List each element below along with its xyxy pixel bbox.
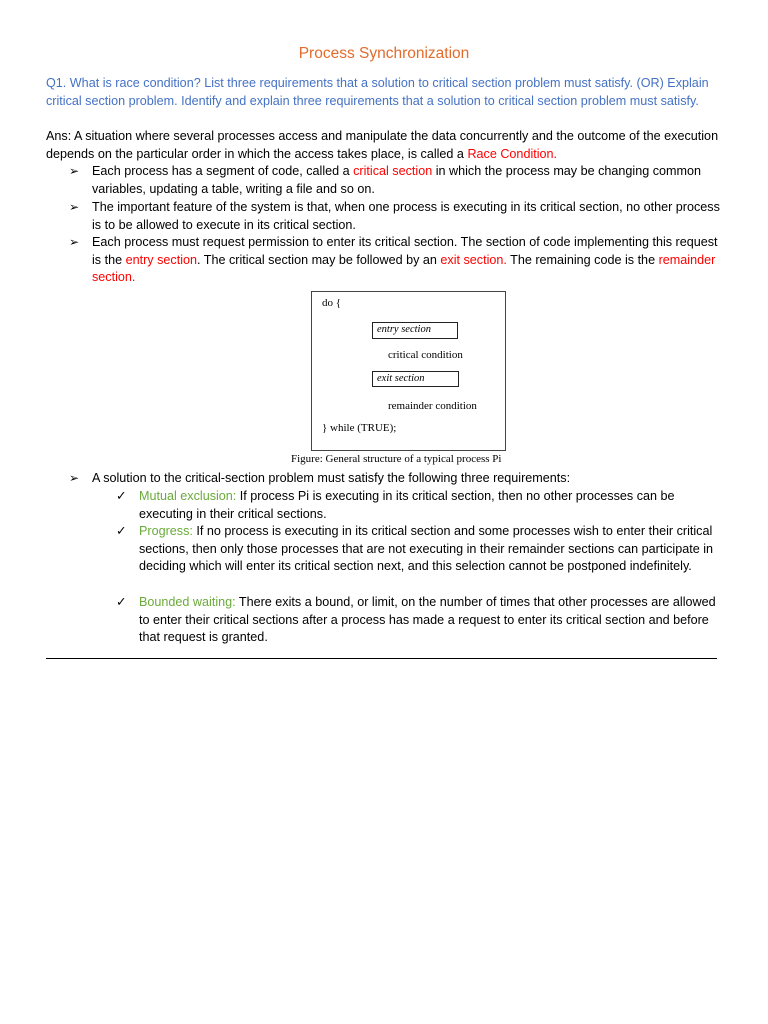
list-item: ➢ Each process must request permission to enter its critical section. The section of code implementing this request is the entry section. The critical section may be followed by an exit section. The remaining code is the remainder section. (69, 235, 718, 285)
figure-do-line: do { (322, 297, 342, 309)
arrow-bullet-icon: ➢ (69, 200, 80, 214)
page-title: Process Synchronization (298, 45, 470, 62)
race-condition-term: Race Condition. (467, 146, 558, 161)
figure-caption: Figure: General structure of a typical process Pi (291, 453, 502, 465)
arrow-bullet-icon: ➢ (69, 164, 80, 178)
requirement-mutual-exclusion: ✓ Mutual exclusion: If process Pi is executing in its critical section, then no other processes can be executing in their critical sections. (116, 489, 675, 521)
requirement-name: Progress: (139, 524, 193, 538)
section-divider (46, 658, 717, 659)
requirement-bounded-waiting: ✓ Bounded waiting: There exits a bound, or limit, on the number of times that other processes are allowed to enter their critical sections after a process has made a request to enter its critical section and before that request is granted. (116, 595, 716, 645)
process-structure-figure (311, 291, 506, 451)
requirement-progress: ✓ Progress: If no process is executing in its critical section and some processes wish to enter their critical sections, then only those processes that are not executing in their remainder sections can participate in deciding which will enter its critical section next, and this selection cannot be postponed indefinitely. (116, 524, 714, 574)
critical-section-term: critical section (353, 164, 433, 178)
check-bullet-icon: ✓ (116, 595, 127, 609)
figure-while-line: } while (TRUE); (322, 422, 397, 434)
answer-text: Ans: A situation where several processes access and manipulate the data concurrently and the outcome of the execution depends on the particular order in which the access takes place, is called a (46, 129, 719, 161)
list-item: ➢ A solution to the critical-section problem must satisfy the following three requirements: (92, 470, 726, 488)
figure-critical-condition: critical condition (388, 349, 463, 361)
list-item: ➢ The important feature of the system is that, when one process is executing in its critical section, no other process is to be allowed to execute in its critical section. (69, 200, 720, 232)
figure-remainder-condition: remainder condition (388, 400, 477, 412)
arrow-bullet-icon: ➢ (69, 471, 80, 485)
exit-section-term: exit section. (440, 252, 507, 267)
question-text: Q1. What is race condition? List three requirements that a solution to critical section problem must satisfy. (OR) Explain critical section problem. Identify and explain three requirements that a solution to critical section problem must satisfy. (46, 76, 709, 108)
entry-section-term: entry section (125, 252, 198, 267)
arrow-bullet-icon: ➢ (69, 235, 80, 249)
check-bullet-icon: ✓ (116, 489, 127, 503)
figure-exit-section-box: exit section (372, 371, 459, 387)
list-item: ➢ Each process has a segment of code, called a critical section in which the process may be changing common variables, updating a table, writing a file and so on. (69, 164, 702, 196)
check-bullet-icon: ✓ (116, 524, 127, 538)
requirement-name: Bounded waiting: (139, 595, 236, 609)
answer-paragraph (46, 128, 726, 163)
requirement-name: Mutual exclusion: (139, 489, 237, 503)
figure-entry-section-box: entry section (372, 322, 458, 339)
remainder-section-term: remainder section. (92, 252, 716, 285)
